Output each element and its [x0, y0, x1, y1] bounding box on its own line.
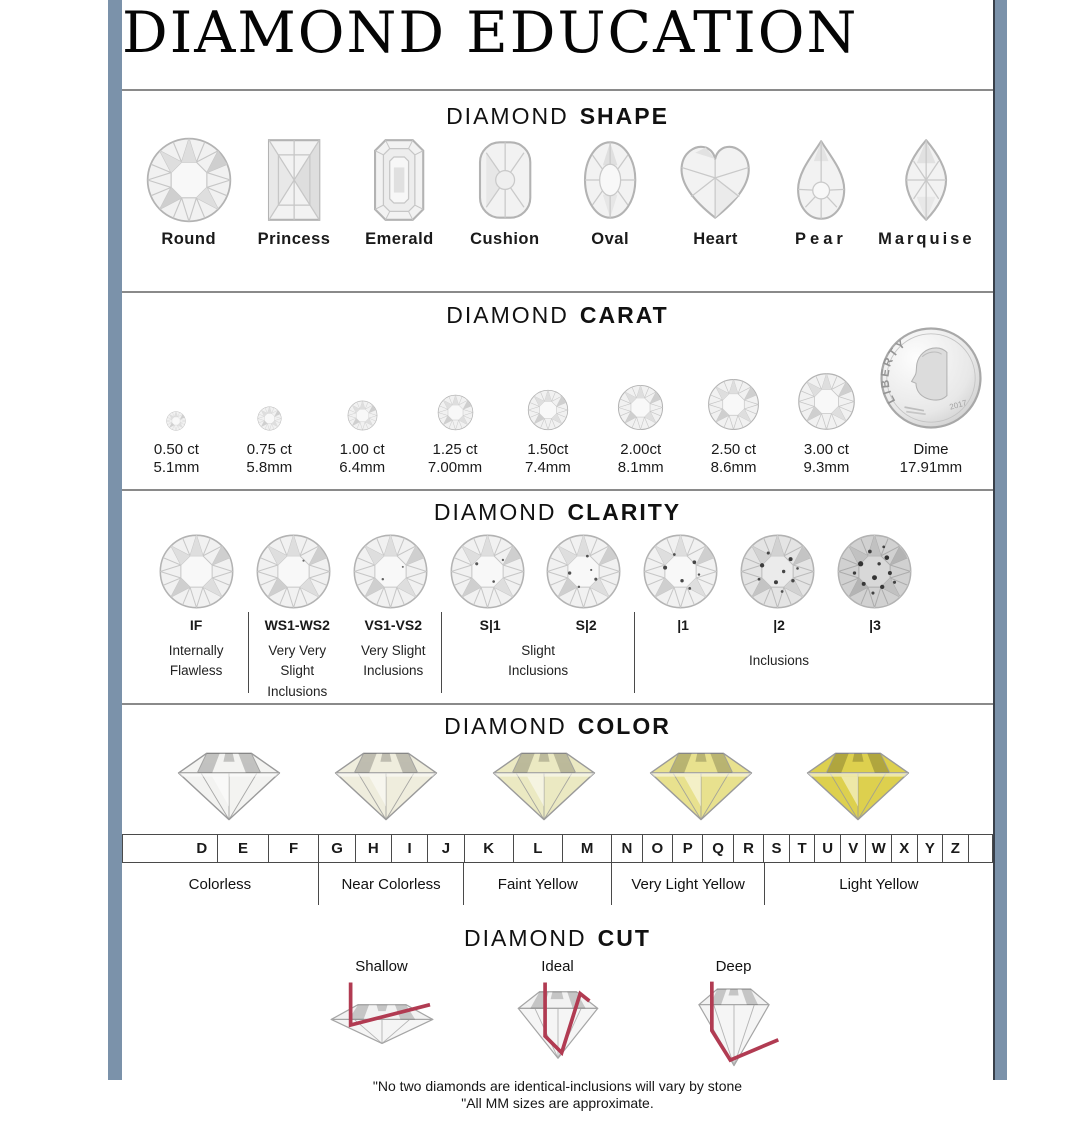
- color-grade-letter: N: [612, 835, 642, 862]
- shape-label: Emerald: [365, 230, 434, 248]
- clarity-group-i: [634, 612, 993, 693]
- oval-diamond-icon: [563, 136, 657, 224]
- clarity-group-if: [122, 612, 248, 693]
- carat-weight: 3.00 ct: [803, 441, 849, 458]
- color-category-row: [122, 863, 993, 905]
- clarity-grade-code: |1: [677, 617, 689, 633]
- color-grade-letter: Y: [918, 835, 944, 862]
- color-grade-letter: G: [319, 835, 355, 862]
- carat-weight: 0.75 ct: [246, 441, 292, 458]
- page-title: DIAMOND EDUCATION: [122, 0, 859, 66]
- color-diamond-light-yellow: [780, 748, 937, 824]
- dime-year-text: 2017: [948, 398, 968, 412]
- section-diamond-color: [122, 713, 993, 921]
- clarity-grade-desc: Very Slight Inclusions: [360, 643, 426, 679]
- shape-item-heart: [663, 136, 768, 249]
- section-diamond-shape: [122, 103, 993, 293]
- clarity-diamond-icon: [158, 533, 235, 610]
- deep-cut-diagram-icon: [668, 977, 800, 1073]
- diamond-profile-icon: [488, 748, 600, 824]
- carat-item: [780, 372, 873, 475]
- carat-weight: Dime: [913, 441, 949, 458]
- color-heading: [122, 713, 993, 740]
- shape-label: Oval: [591, 230, 630, 248]
- shape-label: Cushion: [470, 230, 540, 248]
- clarity-diamond-if: [148, 533, 245, 610]
- shape-label: Pear: [795, 230, 847, 248]
- color-grade-letter: Q: [703, 835, 733, 862]
- letter-group-near-colorless: [319, 835, 464, 862]
- clarity-diamond-i2: [729, 533, 826, 610]
- diamond-profile-icon: [330, 748, 442, 824]
- carat-weight: 1.00 ct: [339, 441, 385, 458]
- shape-item-cushion: [452, 136, 557, 249]
- clarity-diamond-icon: [739, 533, 816, 610]
- color-grade-letter: X: [892, 835, 918, 862]
- color-diamond-row: [122, 740, 993, 828]
- letter-group-very-light-yellow: [612, 835, 764, 862]
- color-diamond-faint-yellow: [465, 748, 622, 824]
- carat-diamond-icon: [797, 372, 856, 431]
- clarity-diamond-icon: [255, 533, 332, 610]
- carat-weight: 2.50 ct: [711, 441, 757, 458]
- carat-row: [122, 329, 993, 475]
- clarity-diamond-icon: [352, 533, 429, 610]
- shape-label: Marquise: [878, 230, 975, 248]
- cut-label: Ideal: [541, 958, 574, 975]
- clarity-diamond-row: [122, 526, 993, 610]
- dime-liberty-text: LIBERTY: [879, 337, 910, 406]
- color-grade-letter: V: [841, 835, 867, 862]
- shape-label: Heart: [693, 230, 738, 248]
- carat-diamond-icon: [527, 389, 569, 431]
- clarity-diamond-icon: [836, 533, 913, 610]
- carat-diamond-icon: [166, 411, 186, 431]
- shape-label: Princess: [257, 230, 331, 248]
- clarity-diamond-i1: [632, 533, 729, 610]
- shape-label: Round: [161, 230, 217, 248]
- heading-bold: COLOR: [577, 713, 671, 739]
- shallow-cut-diagram-icon: [316, 977, 448, 1073]
- letter-group-colorless: [123, 835, 319, 862]
- section-diamond-clarity: [122, 499, 993, 705]
- color-grade-letter: P: [673, 835, 703, 862]
- carat-heading: [122, 302, 993, 329]
- footnotes: [122, 1078, 993, 1112]
- clarity-grade: [249, 615, 345, 702]
- emerald-diamond-icon: [352, 136, 446, 224]
- color-grade-letter: S: [764, 835, 790, 862]
- clarity-grade-code: S|1: [479, 617, 501, 633]
- carat-item: [501, 389, 594, 475]
- pear-diamond-icon: [774, 136, 868, 224]
- marquise-diamond-icon: [879, 136, 973, 224]
- shape-item-princess: [241, 136, 346, 249]
- color-category: Colorless: [122, 863, 319, 905]
- cut-row: [122, 958, 993, 1073]
- carat-weight: 1.50ct: [527, 441, 569, 458]
- color-diamond-near-colorless: [307, 748, 464, 824]
- cushion-diamond-icon: [458, 136, 552, 224]
- cut-figure-shallow: [316, 958, 448, 1073]
- heading-regular: DIAMOND: [444, 713, 567, 739]
- clarity-grade-code: |3: [869, 617, 881, 633]
- carat-size-mm: 17.91mm: [899, 459, 963, 476]
- carat-size-mm: 7.4mm: [524, 459, 571, 476]
- color-category: Faint Yellow: [464, 863, 612, 905]
- clarity-grade-desc: Internally Flawless: [168, 643, 224, 679]
- color-grade-letter: D: [123, 835, 218, 862]
- color-grade-letter: M: [563, 835, 612, 862]
- clarity-heading: [122, 499, 993, 526]
- heading-regular: DIAMOND: [446, 103, 569, 129]
- cut-figure-ideal: [492, 958, 624, 1073]
- color-grade-letter: E: [218, 835, 269, 862]
- poster-content: [122, 0, 993, 1111]
- carat-weight: 1.25 ct: [432, 441, 478, 458]
- left-accent-bar: [108, 0, 122, 1080]
- dime-coin-image: [878, 325, 984, 431]
- carat-size-mm: 7.00mm: [427, 459, 483, 476]
- clarity-group-desc: Slight Inclusions: [508, 643, 569, 679]
- carat-size-mm: 8.1mm: [617, 459, 664, 476]
- clarity-diamond-si2: [536, 533, 633, 610]
- round-diamond-icon: [145, 136, 233, 224]
- color-category: Very Light Yellow: [612, 863, 764, 905]
- carat-size-mm: 6.4mm: [339, 459, 386, 476]
- clarity-grade-desc: Very Very Slight Inclusions: [267, 643, 328, 699]
- letter-group-faint-yellow: [465, 835, 613, 862]
- clarity-grade-code: |2: [773, 617, 785, 633]
- clarity-group-desc: Inclusions: [749, 653, 810, 668]
- shape-item-oval: [558, 136, 663, 249]
- diamond-profile-icon: [802, 748, 914, 824]
- color-grade-letter: I: [392, 835, 428, 862]
- shape-item-emerald: [347, 136, 452, 249]
- carat-size-mm: 5.1mm: [153, 459, 200, 476]
- diamond-profile-icon: [173, 748, 285, 824]
- clarity-diamond-icon: [642, 533, 719, 610]
- shape-item-round: [136, 136, 241, 249]
- carat-size-mm: 5.8mm: [246, 459, 293, 476]
- cut-figure-deep: [668, 958, 800, 1073]
- heading-regular: DIAMOND: [464, 925, 587, 951]
- carat-diamond-icon: [347, 400, 378, 431]
- clarity-grade-code: VS1-VS2: [364, 617, 423, 633]
- footnote-line: "No two diamonds are identical-inclusions will vary by stone: [372, 1078, 743, 1094]
- clarity-diamond-si1: [439, 533, 536, 610]
- heading-bold: CLARITY: [567, 499, 682, 525]
- color-grade-letter: Z: [943, 835, 969, 862]
- section-diamond-cut: [122, 925, 993, 1121]
- carat-item: [223, 406, 316, 475]
- shape-heading: [122, 103, 993, 130]
- carat-diamond-icon: [437, 394, 474, 431]
- carat-diamond-icon: [707, 378, 760, 431]
- heading-regular: DIAMOND: [433, 499, 557, 525]
- color-grade-letter: K: [465, 835, 514, 862]
- heading-bold: CARAT: [579, 302, 669, 328]
- clarity-diamond-icon: [449, 533, 526, 610]
- color-grade-letter: O: [643, 835, 673, 862]
- color-grade-letter: L: [514, 835, 563, 862]
- color-grade-letter: F: [269, 835, 320, 862]
- shape-row: [122, 136, 993, 249]
- heart-diamond-icon: [668, 136, 762, 224]
- carat-size-mm: 9.3mm: [803, 459, 850, 476]
- letter-scale-spacer: [969, 835, 992, 862]
- clarity-grade-code: IF: [189, 617, 203, 633]
- heading-regular: DIAMOND: [446, 302, 569, 328]
- carat-item: [594, 384, 687, 475]
- shape-item-marquise: [874, 136, 979, 249]
- letter-group-light-yellow: [764, 835, 992, 862]
- ideal-cut-diagram-icon: [492, 977, 624, 1073]
- shape-item-pear: [768, 136, 873, 249]
- carat-item: [409, 394, 502, 475]
- clarity-diamond-vs: [342, 533, 439, 610]
- section-diamond-carat: [122, 302, 993, 491]
- carat-item: [130, 411, 223, 475]
- carat-item: [316, 400, 409, 475]
- color-grade-letter: T: [790, 835, 816, 862]
- carat-size-mm: 8.6mm: [710, 459, 757, 476]
- title-block: [122, 0, 993, 91]
- clarity-grade-code: S|2: [575, 617, 597, 633]
- carat-weight: 2.00ct: [620, 441, 662, 458]
- clarity-group-vvs-vs: [248, 612, 441, 699]
- clarity-diamond-ws: [245, 533, 342, 610]
- diamond-profile-icon: [645, 748, 757, 824]
- right-accent-bar: [993, 0, 1007, 1080]
- cut-label: Deep: [715, 958, 752, 975]
- clarity-grade: [345, 615, 441, 702]
- clarity-grade-code: WS1-WS2: [264, 617, 330, 633]
- color-grade-letter: R: [734, 835, 764, 862]
- color-grade-letter: H: [356, 835, 392, 862]
- color-category: Light Yellow: [839, 875, 919, 893]
- color-letter-scale: [122, 834, 993, 863]
- color-diamond-colorless: [150, 748, 307, 824]
- heading-bold: SHAPE: [579, 103, 669, 129]
- carat-weight: 0.50 ct: [153, 441, 199, 458]
- color-category: Near Colorless: [319, 863, 464, 905]
- clarity-diamond-i3: [826, 533, 923, 610]
- princess-diamond-icon: [247, 136, 341, 224]
- carat-diamond-icon: [257, 406, 282, 431]
- clarity-diamond-icon: [545, 533, 622, 610]
- carat-diamond-icon: [617, 384, 664, 431]
- footnote-line: "All MM sizes are approximate.: [461, 1095, 654, 1111]
- cut-heading: [122, 925, 993, 952]
- carat-item: [687, 378, 780, 475]
- heading-bold: CUT: [597, 925, 651, 951]
- clarity-group-si: [441, 612, 634, 693]
- cut-label: Shallow: [355, 958, 408, 975]
- color-grade-letter: J: [428, 835, 464, 862]
- color-grade-letter: W: [866, 835, 892, 862]
- carat-item-dime: [873, 325, 989, 475]
- clarity-grade-table: [122, 612, 993, 699]
- color-diamond-very-light-yellow: [622, 748, 779, 824]
- color-grade-letter: U: [815, 835, 841, 862]
